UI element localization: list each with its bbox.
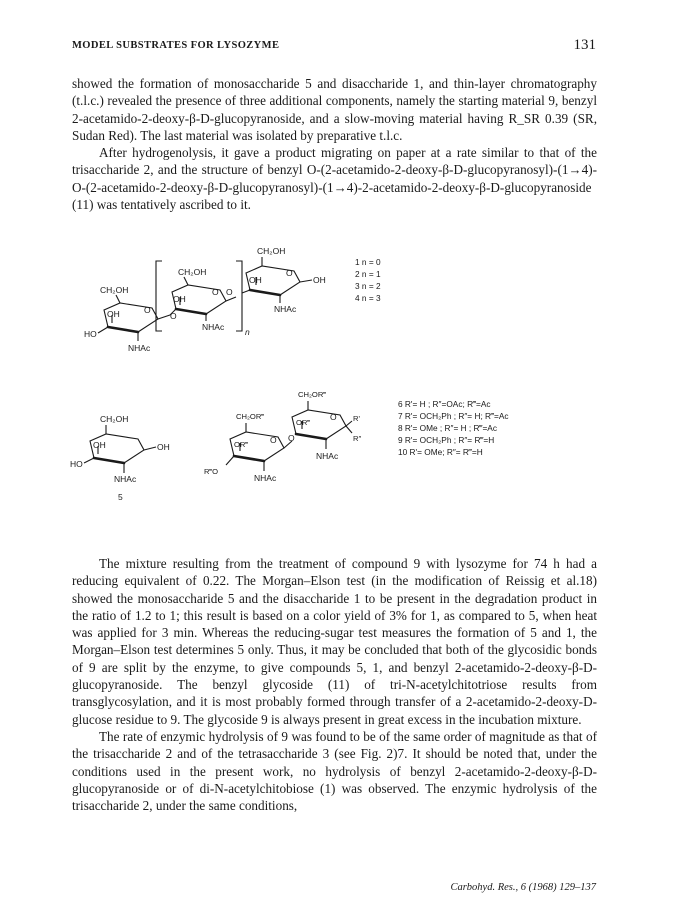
ch2oh-label: CH₂OH xyxy=(257,246,286,256)
r-double-prime-label: R″ xyxy=(353,434,362,443)
ring-oxygen-label: O xyxy=(330,412,337,422)
ch2oh-label: CH₂OH xyxy=(178,267,207,277)
legend-entry: 1 n = 0 xyxy=(355,257,381,267)
page-header xyxy=(72,37,596,56)
oh-label: OH xyxy=(93,440,106,450)
nhac-label: NHAc xyxy=(114,474,137,484)
legend-entry: 8 R'= OMe ; R″= H ; R‴=Ac xyxy=(398,423,497,433)
legend-entry: 2 n = 1 xyxy=(355,269,381,279)
legend-entry: 6 R'= H ; R″=OAc; R‴=Ac xyxy=(398,399,491,409)
legend-entry: 3 n = 2 xyxy=(355,281,381,291)
compound-number-label: 5 xyxy=(118,492,123,502)
or-label: OR‴ xyxy=(234,440,249,449)
paragraph: The rate of enzymic hydrolysis of 9 was found to be of the same order of magnitude as that of the trisaccharide 2 and of the tetrasaccharide 3 (see Fig. 2)7. It should be noted that, under the conditions used in the present work, no hydrolysis of benzyl 2-acetamido-2-deoxy-β-D-glucopyranoside or of di-N-acetylchitobiose (1) was observed. The enzymic hydrolysis of the trisaccharide 2, under the same conditions, xyxy=(72,728,597,814)
legend-entry: 10 R'= OMe; R″= R‴=H xyxy=(398,447,483,457)
ring-oxygen-label: O xyxy=(286,268,293,278)
paragraph: The mixture resulting from the treatment of compound 9 with lysozyme for 74 h had a reducing equivalent of 0.22. The Morgan–Elson test (in the modification of Reissig et al.18) showed the monosaccharide 5 and the disaccharide 1 to be present in the degradation product in the ratio of 1.2 to 1; this result is based on a color yield of 3% for 1, as compared to 5, when heat was applied for 3 min. Whereas the reducing-sugar test measures the formation of 5 and 1, the Morgan–Elson test determines 5 only. Thus, it may be concluded that both of the glycosidic bonds of 9 are split by the enzyme, to give compounds 5, 1, and benzyl 2-acetamido-2-deoxy-β-D-glucopyranoside. The benzyl glycoside (11) of tri-N-acetylchitotriose results from transglycosylation, and it is most probably formed through transfer of a 2-acetamido-2-deoxy-D-glucose residue to 9. The glycoside 9 is always present in great excess in the incubation mixture. xyxy=(72,556,597,727)
legend-entry: 9 R'= OCH₂Ph ; R″= R‴=H xyxy=(398,435,495,445)
page-number: 131 xyxy=(573,37,596,53)
legend-entry: 7 R'= OCH₂Ph ; R″= H; R‴=Ac xyxy=(398,411,509,421)
running-title: MODEL SUBSTRATES FOR LYSOZYME xyxy=(72,40,280,51)
oligosaccharide-structure xyxy=(84,246,326,353)
chemical-structures xyxy=(60,245,620,525)
disaccharide-structure xyxy=(204,390,361,483)
anomeric-oh-label: OH xyxy=(157,442,170,452)
n-value-legend xyxy=(355,257,381,303)
glycosidic-oxygen-label: O xyxy=(288,433,295,443)
ring-oxygen-label: O xyxy=(270,435,277,445)
ring-oxygen-label: O xyxy=(212,287,219,297)
body-text-bottom xyxy=(72,555,597,814)
paragraph: showed the formation of monosaccharide 5 and disaccharide 1, and thin-layer chromatography (t.l.c.) revealed the presence of three additional components, namely the starting material 9, benzyl 2-acetamido-2-deoxy-β-D-glucopyranoside, and a slow-moving material having R_SR 0.39 (SR, Sudan Red). The last material was isolated by preparative t.l.c. xyxy=(72,76,597,143)
glycosidic-oxygen-label: O xyxy=(170,311,177,321)
ho-label: HO xyxy=(70,459,83,469)
ring-oxygen-label: O xyxy=(144,305,151,315)
journal-citation-footer: Carbohyd. Res., 6 (1968) 129–137 xyxy=(450,882,596,893)
oh-label: OH xyxy=(173,294,186,304)
paragraph: After hydrogenolysis, it gave a product migrating on paper at a rate similar to that of the trisaccharide 2, and the structure of benzyl O-(2-acetamido-2-deoxy-β-D-glucopyranosyl)-(1→4)-O-(2-acetamido-2-deoxy-β-D-glucopyranosyl)-(1→4)-2-acetamido-2-deoxy-β-D-glucopyranoside (11) was tentatively ascribed to it. xyxy=(72,145,597,213)
ch2oh-label: CH₂OH xyxy=(100,285,129,295)
or-label: OR‴ xyxy=(296,418,311,427)
legend-entry: 4 n = 3 xyxy=(355,293,381,303)
body-text-top xyxy=(72,75,597,213)
monosaccharide-structure xyxy=(70,414,170,502)
r-prime-label: R' xyxy=(353,414,360,423)
anomeric-oh-label: OH xyxy=(313,275,326,285)
structure-figure xyxy=(60,245,620,525)
nhac-label: NHAc xyxy=(274,304,297,314)
subscript-n-label: n xyxy=(245,327,250,337)
substituent-legend xyxy=(398,399,509,457)
ho-label: HO xyxy=(84,329,97,339)
glycosidic-oxygen-label: O xyxy=(226,287,233,297)
nhac-label: NHAc xyxy=(316,451,339,461)
ch2or-label: CH₂OR‴ xyxy=(236,412,264,421)
ro-label: R‴O xyxy=(204,467,219,476)
oh-label: OH xyxy=(249,275,262,285)
oh-label: OH xyxy=(107,309,120,319)
nhac-label: NHAc xyxy=(128,343,151,353)
ch2or-label: CH₂OR‴ xyxy=(298,390,326,399)
nhac-label: NHAc xyxy=(254,473,277,483)
nhac-label: NHAc xyxy=(202,322,225,332)
ch2oh-label: CH₂OH xyxy=(100,414,129,424)
